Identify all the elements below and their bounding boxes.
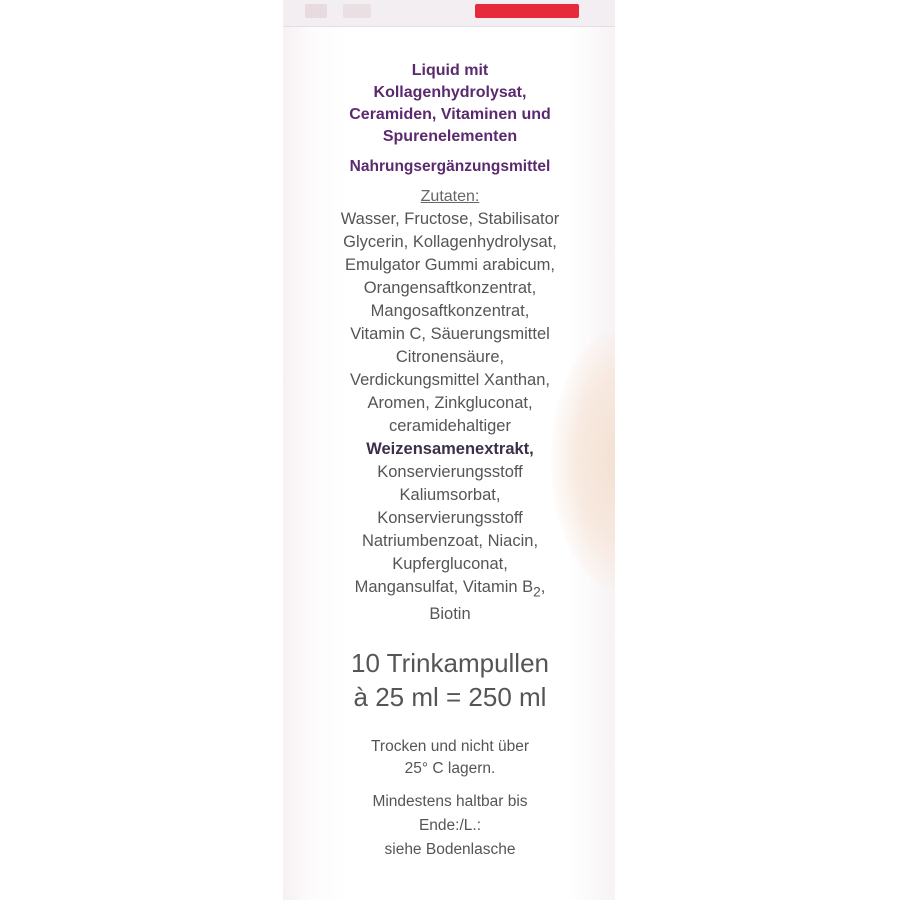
quantity-line: 10 Trinkampullen xyxy=(351,648,549,679)
vitamin-b-text: Mangansulfat, Vitamin B xyxy=(354,578,534,596)
product-type: Nahrungsergänzungsmittel xyxy=(349,158,551,175)
storage-instructions xyxy=(300,736,600,780)
ingredients-list xyxy=(300,208,600,626)
ingredient-line: Wasser, Fructose, Stabilisator xyxy=(340,210,560,228)
best-before-line: Ende:/L.: xyxy=(418,817,482,835)
ingredient-line: Vitamin C, Säuerungsmittel xyxy=(350,325,550,343)
heading-line: Spurenelementen xyxy=(382,128,518,145)
quantity-line: à 25 ml = 250 ml xyxy=(353,682,547,713)
ingredient-line: Aromen, Zinkgluconat, xyxy=(367,394,533,412)
best-before-line: Mindestens haltbar bis xyxy=(372,793,528,811)
ingredient-line-vitamin-b xyxy=(300,576,600,603)
ingredient-line: Konservierungsstoff xyxy=(377,509,523,527)
vitamin-b-subscript: 2 xyxy=(533,584,541,600)
ingredient-line: Mangosaftkonzentrat, xyxy=(370,302,530,320)
ingredient-line: Biotin xyxy=(429,605,471,624)
best-before-line: siehe Bodenlasche xyxy=(384,841,516,859)
heading-line: Ceramiden, Vitaminen und xyxy=(349,106,551,123)
ingredient-line: Konservierungsstoff xyxy=(377,463,523,481)
ingredient-line: Citronensäure, xyxy=(395,348,505,366)
vitamin-b-suffix: , xyxy=(540,578,546,596)
ingredient-line: Orangensaftkonzentrat, xyxy=(363,279,537,297)
ingredient-line: Kupfergluconat, xyxy=(392,555,508,573)
ingredient-line: Natriumbenzoat, Niacin, xyxy=(361,532,539,550)
allergen-ingredient: Weizensamenextrakt, xyxy=(366,440,534,458)
best-before-info xyxy=(300,790,600,862)
top-edge-graphic xyxy=(305,4,327,18)
product-heading xyxy=(300,60,600,148)
storage-line: Trocken und nicht über xyxy=(371,738,529,756)
ingredient-line: Emulgator Gummi arabicum, xyxy=(345,256,555,274)
quantity-info xyxy=(300,646,600,714)
ingredient-line: ceramidehaltiger xyxy=(389,417,511,435)
ingredient-line: Glycerin, Kollagenhydrolysat, xyxy=(343,233,557,251)
ingredient-line: Verdickungsmittel Xanthan, xyxy=(350,371,550,389)
heading-line: Kollagenhydrolysat, xyxy=(373,84,527,101)
package-top-strip xyxy=(283,0,615,27)
ingredients-title: Zutaten: xyxy=(420,188,480,205)
heading-line: Liquid mit xyxy=(411,62,489,79)
ingredient-line: Kaliumsorbat, xyxy=(399,486,501,504)
label-text xyxy=(300,60,600,862)
top-edge-red-label xyxy=(475,4,579,18)
storage-line: 25° C lagern. xyxy=(404,760,496,778)
top-edge-graphic xyxy=(343,4,371,18)
